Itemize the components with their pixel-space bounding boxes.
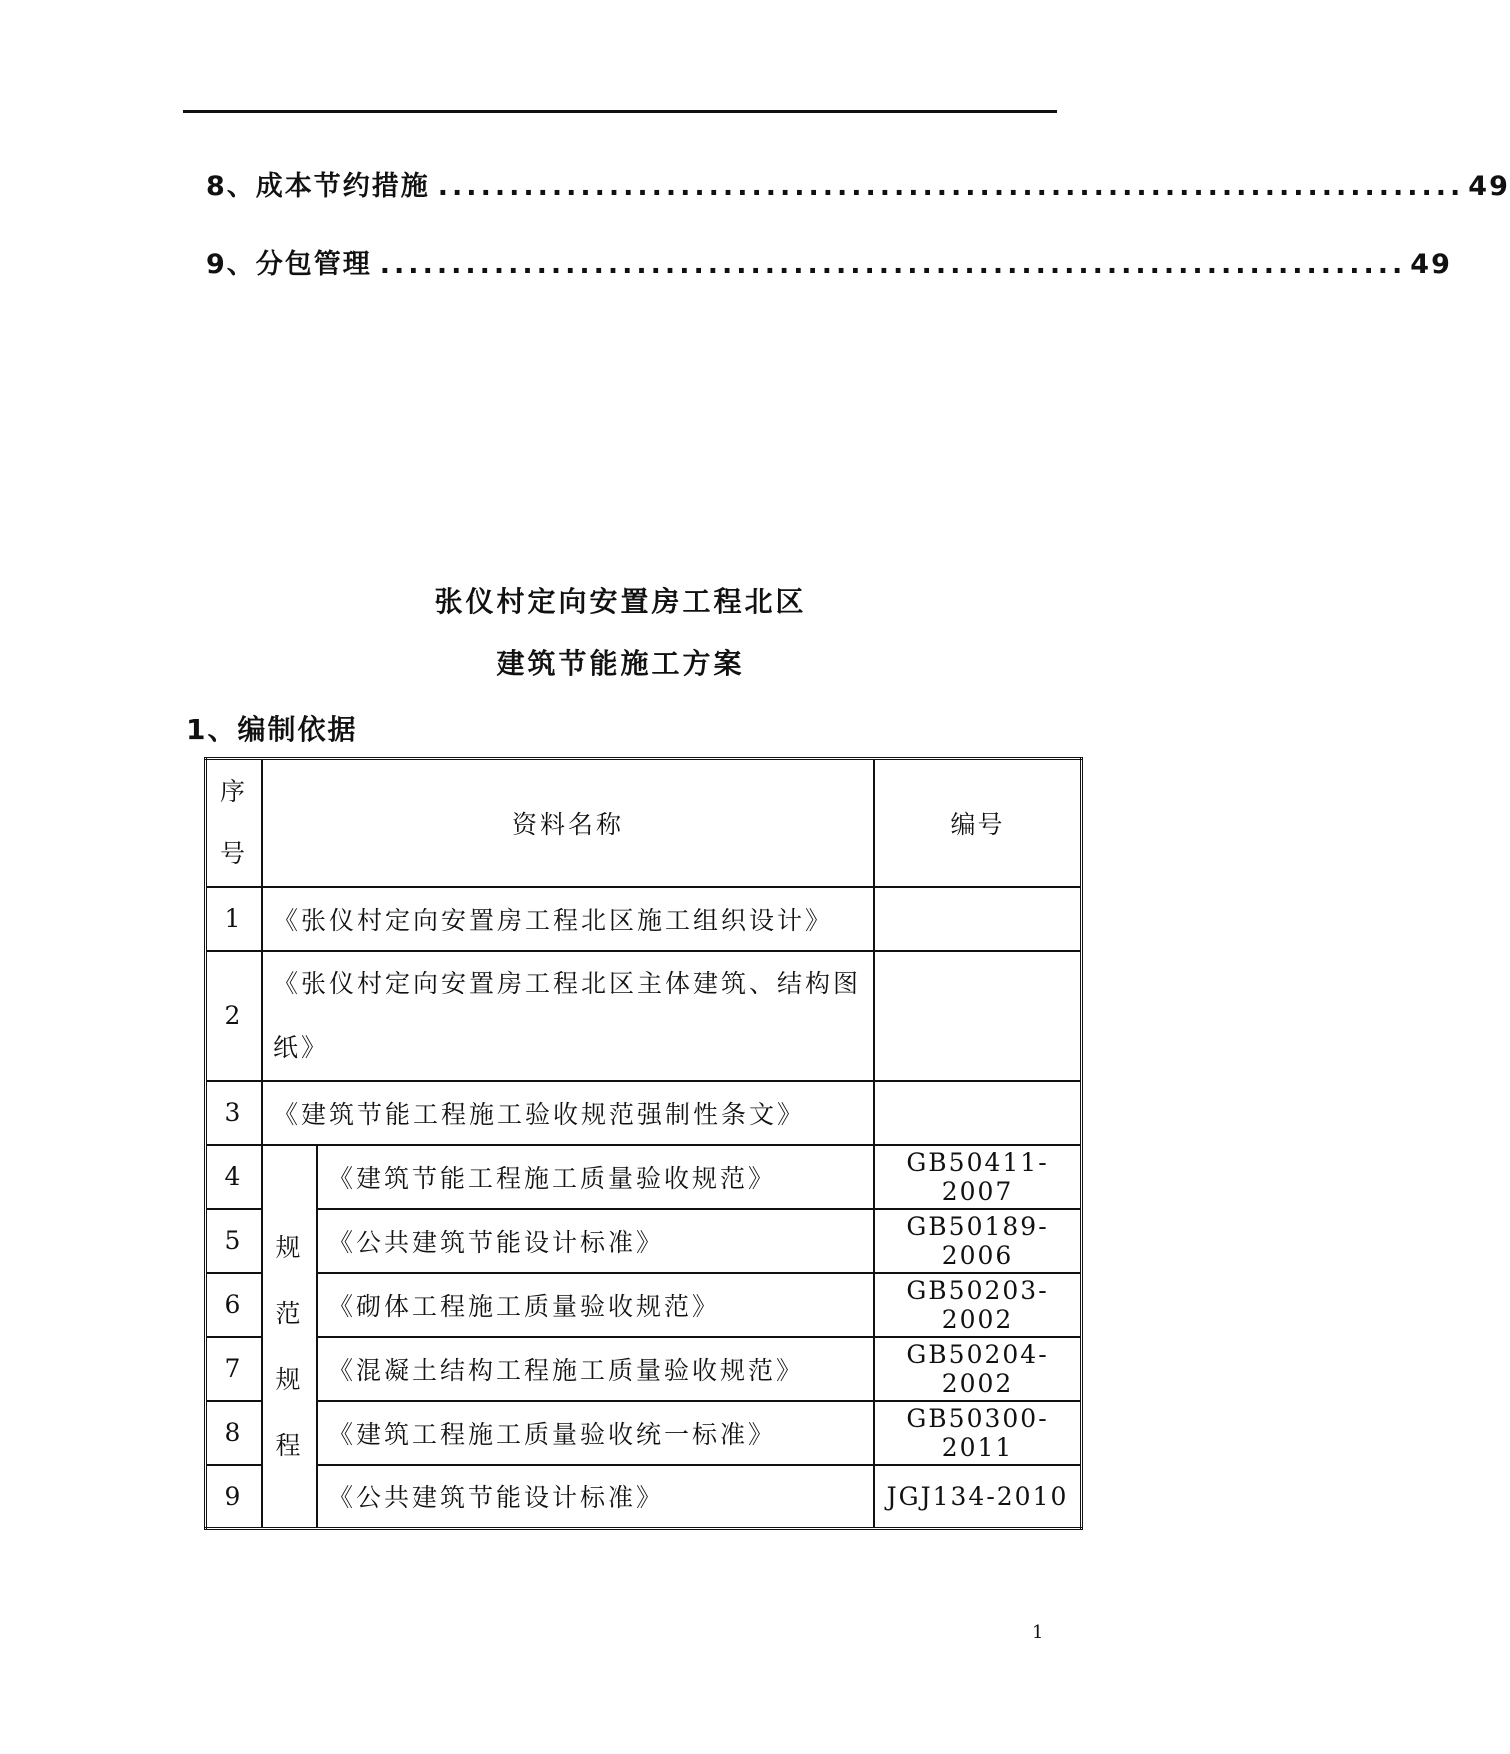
row-no: 5	[206, 1209, 263, 1273]
row-code: GB50189-2006	[874, 1209, 1082, 1273]
row-name: 《混凝土结构工程施工质量验收规范》	[317, 1337, 874, 1401]
toc-leader-dots: ........................................................................	[379, 249, 1407, 280]
row-code	[874, 887, 1082, 951]
row-code: JGJ134-2010	[874, 1465, 1082, 1529]
table-row	[206, 1465, 1082, 1529]
row-name: 《建筑工程施工质量验收统一标准》	[317, 1401, 874, 1465]
page-number: 1	[1032, 1622, 1044, 1643]
category-char: 范	[275, 1299, 304, 1329]
table-row	[206, 951, 1082, 1081]
table-row	[206, 1273, 1082, 1337]
row-code	[874, 951, 1082, 1081]
row-code: GB50203-2002	[874, 1273, 1082, 1337]
header-no-line1: 序	[219, 776, 248, 806]
table-row	[206, 1145, 1082, 1209]
category-cell	[262, 1145, 317, 1529]
header-no-line2: 号	[219, 838, 248, 868]
row-no: 2	[206, 951, 263, 1081]
row-code: GB50411-2007	[874, 1145, 1082, 1209]
document-subtitle: 建筑节能施工方案	[496, 647, 745, 680]
basis-table	[204, 757, 1083, 1530]
row-name: 《建筑节能工程施工验收规范强制性条文》	[262, 1081, 874, 1145]
row-name: 《公共建筑节能设计标准》	[317, 1209, 874, 1273]
header-no	[206, 759, 263, 887]
table-row	[206, 1337, 1082, 1401]
row-no: 8	[206, 1401, 263, 1465]
table-row	[206, 1209, 1082, 1273]
row-name: 《张仪村定向安置房工程北区主体建筑、结构图纸》	[262, 951, 874, 1081]
table-row	[206, 1401, 1082, 1465]
row-no: 7	[206, 1337, 263, 1401]
row-name: 《建筑节能工程施工质量验收规范》	[317, 1145, 874, 1209]
table-header-row	[206, 759, 1082, 887]
document-title: 张仪村定向安置房工程北区	[434, 585, 807, 618]
row-no: 6	[206, 1273, 263, 1337]
toc-entry-title: 9、分包管理	[206, 249, 372, 280]
row-no: 9	[206, 1465, 263, 1529]
category-char: 程	[275, 1431, 304, 1461]
header-rule	[183, 110, 1057, 113]
toc-entry-page: 49	[1410, 249, 1452, 280]
toc-entry[interactable]	[206, 242, 1452, 281]
header-code: 编号	[874, 759, 1082, 887]
table-row	[206, 1081, 1082, 1145]
toc-entry-page: 49	[1468, 171, 1510, 202]
toc-entry[interactable]	[206, 164, 1510, 203]
toc-entry-title: 8、成本节约措施	[206, 171, 430, 202]
row-name: 《张仪村定向安置房工程北区施工组织设计》	[262, 887, 874, 951]
category-char: 规	[275, 1233, 304, 1263]
row-no: 3	[206, 1081, 263, 1145]
table-row	[206, 887, 1082, 951]
category-char: 规	[275, 1365, 304, 1395]
row-name: 《公共建筑节能设计标准》	[317, 1465, 874, 1529]
row-code: GB50204-2002	[874, 1337, 1082, 1401]
row-code: GB50300-2011	[874, 1401, 1082, 1465]
row-name: 《砌体工程施工质量验收规范》	[317, 1273, 874, 1337]
toc-leader-dots: ........................................................................	[437, 171, 1465, 202]
row-no: 1	[206, 887, 263, 951]
header-name: 资料名称	[262, 759, 874, 887]
section-heading: 1、编制依据	[186, 713, 358, 746]
row-code	[874, 1081, 1082, 1145]
row-no: 4	[206, 1145, 263, 1209]
